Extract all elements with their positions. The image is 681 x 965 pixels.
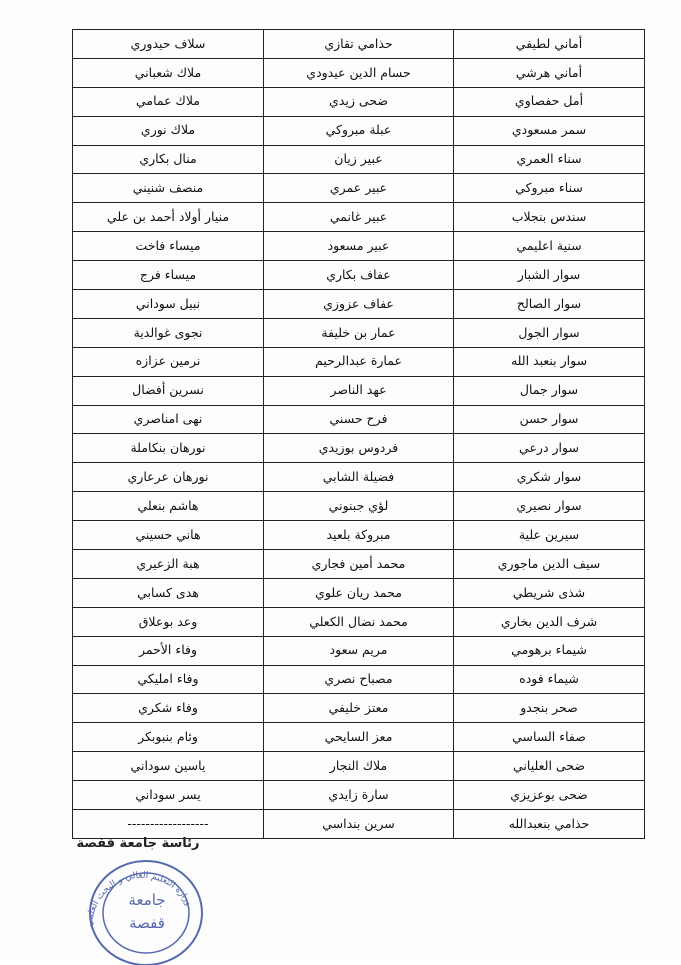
name-cell: صفاء الساسي: [454, 723, 645, 752]
name-cell: وفاء شكري: [73, 694, 264, 723]
table-row: [73, 232, 645, 261]
names-table-body: [73, 30, 645, 839]
table-row: [73, 578, 645, 607]
name-cell: عفاف عزوزي: [264, 290, 454, 319]
table-row: [73, 694, 645, 723]
table-row: [73, 434, 645, 463]
name-cell: سوار بنعبد الله: [454, 347, 645, 376]
name-cell: معز السايحي: [264, 723, 454, 752]
name-cell: عهد الناصر: [264, 376, 454, 405]
name-cell: هدى كسابي: [73, 578, 264, 607]
name-cell: ملاك عمامي: [73, 87, 264, 116]
table-row: [73, 87, 645, 116]
name-cell: سندس بنجلاب: [454, 203, 645, 232]
table-row: [73, 781, 645, 810]
table-row: [73, 665, 645, 694]
name-cell: سوار حسن: [454, 405, 645, 434]
name-cell: منال بكاري: [73, 145, 264, 174]
name-cell: نهى امناصري: [73, 405, 264, 434]
name-cell: عبلة مبروكي: [264, 116, 454, 145]
name-cell: مصباح نصري: [264, 665, 454, 694]
table-row: [73, 521, 645, 550]
table-row: [73, 261, 645, 290]
name-cell: عبير غانمي: [264, 203, 454, 232]
table-row: [73, 463, 645, 492]
name-cell: أماني لطيفي: [454, 30, 645, 59]
name-cell: سلاف حيدوري: [73, 30, 264, 59]
table-row: [73, 203, 645, 232]
name-cell: شيماء برهومي: [454, 636, 645, 665]
name-cell: سناء مبروكي: [454, 174, 645, 203]
name-cell: فرح حسني: [264, 405, 454, 434]
name-cell: هاشم بنعلي: [73, 492, 264, 521]
table-row: [73, 607, 645, 636]
name-cell: مريم سعود: [264, 636, 454, 665]
name-cell: ملاك النجار: [264, 752, 454, 781]
name-cell: نجوى غوالدية: [73, 318, 264, 347]
name-cell: سرين بنداسي: [264, 810, 454, 839]
name-cell: حسام الدين عيدودي: [264, 58, 454, 87]
table-row: [73, 636, 645, 665]
name-cell: محمد ريان علوي: [264, 578, 454, 607]
university-stamp: [50, 827, 210, 965]
name-cell: سوار الصالح: [454, 290, 645, 319]
name-cell: عبير عمري: [264, 174, 454, 203]
name-cell: ياسين سوداني: [73, 752, 264, 781]
name-cell: محمد أمين فجاري: [264, 550, 454, 579]
name-cell: هبة الزعيري: [73, 550, 264, 579]
name-cell: سوار الجول: [454, 318, 645, 347]
name-cell: فضيلة الشابي: [264, 463, 454, 492]
name-cell: وفاء امليكي: [73, 665, 264, 694]
table-row: [73, 347, 645, 376]
name-cell: ضحى بوعزيزي: [454, 781, 645, 810]
name-cell: سيف الدين ماجوري: [454, 550, 645, 579]
name-cell: أماني هرشي: [454, 58, 645, 87]
name-cell: عبير زيان: [264, 145, 454, 174]
name-cell: عبير مسعود: [264, 232, 454, 261]
names-table: [72, 29, 645, 839]
name-cell: سيرين علية: [454, 521, 645, 550]
name-cell: سوار درعي: [454, 434, 645, 463]
name-cell: محمد نضال الكعلي: [264, 607, 454, 636]
name-cell: صحر بنجدو: [454, 694, 645, 723]
name-cell: منصف شنيني: [73, 174, 264, 203]
name-cell: وئام بنبوبكر: [73, 723, 264, 752]
name-cell: أمل حفصاوي: [454, 87, 645, 116]
name-cell: عمار بن خليفة: [264, 318, 454, 347]
name-cell: وفاء الأحمر: [73, 636, 264, 665]
table-row: [73, 30, 645, 59]
name-cell: مبروكة بلعيد: [264, 521, 454, 550]
stamp-center-line2: قفصة: [129, 914, 165, 932]
name-cell: شيماء فوده: [454, 665, 645, 694]
name-cell: سمر مسعودي: [454, 116, 645, 145]
name-cell: حذامي تقازي: [264, 30, 454, 59]
name-cell: عمارة عبدالرحيم: [264, 347, 454, 376]
name-cell: نبيل سوداني: [73, 290, 264, 319]
name-cell: ------------------: [73, 810, 264, 839]
name-cell: شذى شريطي: [454, 578, 645, 607]
name-cell: سوار الشبار: [454, 261, 645, 290]
name-cell: وعد بوعلاق: [73, 607, 264, 636]
table-row: [73, 116, 645, 145]
table-row: [73, 376, 645, 405]
table-row: [73, 145, 645, 174]
name-cell: ضحى زيدي: [264, 87, 454, 116]
name-cell: عفاف بكاري: [264, 261, 454, 290]
name-cell: سنية اعليمي: [454, 232, 645, 261]
stamp-header-text: رئاسة جامعة قفصة: [76, 836, 200, 851]
table-row: [73, 58, 645, 87]
name-cell: سارة زايدي: [264, 781, 454, 810]
name-cell: لؤي جبنوني: [264, 492, 454, 521]
name-cell: يسر سوداني: [73, 781, 264, 810]
name-cell: سناء العمري: [454, 145, 645, 174]
name-cell: هاني حسيني: [73, 521, 264, 550]
table-row: [73, 405, 645, 434]
name-cell: شرف الدين بخاري: [454, 607, 645, 636]
name-cell: ميساء فرج: [73, 261, 264, 290]
name-cell: سوار جمال: [454, 376, 645, 405]
table-row: [73, 174, 645, 203]
name-cell: سوار شكري: [454, 463, 645, 492]
table-row: [73, 550, 645, 579]
name-cell: فردوس بوزيدي: [264, 434, 454, 463]
table-row: [73, 723, 645, 752]
table-row: [73, 290, 645, 319]
name-cell: ملاك شعباني: [73, 58, 264, 87]
name-cell: ميساء فاخت: [73, 232, 264, 261]
name-cell: نرمين عزازه: [73, 347, 264, 376]
table-row: [73, 752, 645, 781]
name-cell: منيار أولاد أحمد بن علي: [73, 203, 264, 232]
stamp-ring-text: وزارة التعليم العالي و البحث العلمي: [84, 870, 194, 928]
name-cell: سوار نصيري: [454, 492, 645, 521]
stamp-center-line1: جامعة: [128, 891, 166, 909]
name-cell: نورهان عرعاري: [73, 463, 264, 492]
table-row: [73, 318, 645, 347]
name-cell: معتز خليفي: [264, 694, 454, 723]
name-cell: ملاك نوري: [73, 116, 264, 145]
name-cell: نورهان بنكاملة: [73, 434, 264, 463]
table-row: [73, 492, 645, 521]
name-cell: حذامي بنعبدالله: [454, 810, 645, 839]
name-cell: ضحى العلياني: [454, 752, 645, 781]
name-cell: نسرين أفضال: [73, 376, 264, 405]
